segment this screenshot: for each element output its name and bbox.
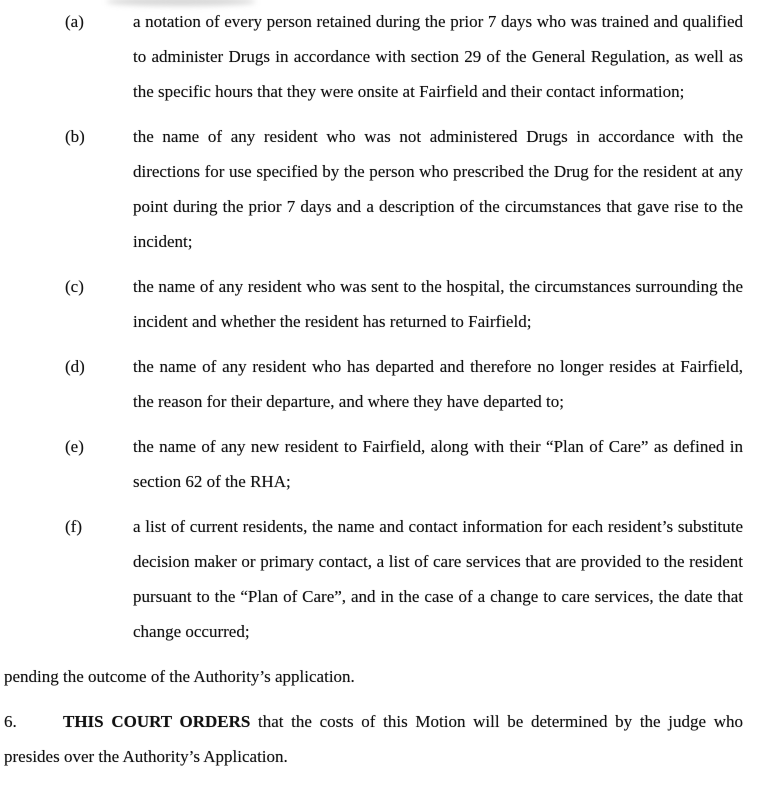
list-item-c	[65, 269, 743, 339]
list-item-text: a notation of every person retained during the prior 7 days who was trained and qualified to administer Drugs in accordance with section 29 of the General Regulation, as well as the specific hours that they were onsite at Fairfield and their contact information;	[133, 12, 743, 101]
paragraph-6	[4, 704, 743, 774]
list-item-text: the name of any resident who was not administered Drugs in accordance with the directions for use specified by the person who prescribed the Drug for the resident at any point during the prior 7 days and a description of the circumstances that gave rise to the incident;	[133, 127, 743, 251]
list-item-text: the name of any resident who has departed and therefore no longer resides at Fairfield, the reason for their departure, and where they have departed to;	[133, 357, 743, 411]
list-item-label: (c)	[65, 277, 84, 296]
list-item-label: (d)	[65, 357, 85, 376]
list-item-b	[65, 119, 743, 259]
list-item-label: (e)	[65, 437, 84, 456]
list-item-label: (b)	[65, 127, 85, 146]
list-item-text: the name of any new resident to Fairfield, along with their “Plan of Care” as defined in section 62 of the RHA;	[133, 437, 743, 491]
list-item-f	[65, 509, 743, 649]
closing-paragraph: pending the outcome of the Authority’s application.	[4, 667, 355, 686]
list-item-e	[65, 429, 743, 499]
list-item-label: (a)	[65, 12, 84, 31]
paragraph-number: 6.	[4, 712, 17, 731]
list-item-a	[65, 4, 743, 109]
paragraph-6-text: that the costs of this Motion will be determined by the judge who presides over the Authority’s Application.	[4, 712, 743, 766]
list-item-label: (f)	[65, 517, 82, 536]
court-orders-bold-lead: THIS COURT ORDERS	[63, 712, 251, 731]
list-item-text: a list of current residents, the name and contact information for each resident’s substitute decision maker or primary contact, a list of care services that are provided to the resident pursuant to the “Plan of Care”, and in the case of a change to care services, the date that change occurred;	[133, 517, 743, 641]
list-item-text: the name of any resident who was sent to the hospital, the circumstances surrounding the incident and whether the resident has returned to Fairfield;	[133, 277, 743, 331]
list-item-d	[65, 349, 743, 419]
